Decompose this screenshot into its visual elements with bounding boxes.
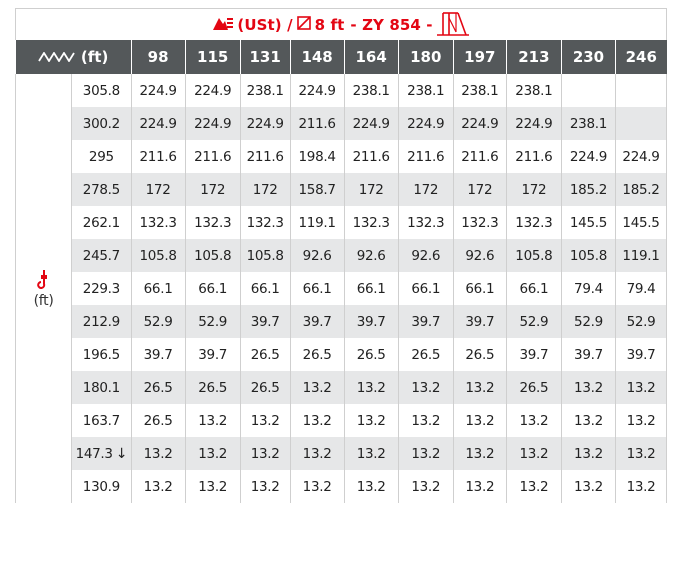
column-header: 115 bbox=[185, 40, 240, 74]
load-value: 79.4 bbox=[561, 272, 615, 305]
title-model: - ZY 854 - bbox=[350, 15, 433, 34]
load-value: 132.3 bbox=[506, 206, 561, 239]
height-value: 295 bbox=[88, 148, 114, 165]
load-value: 132.3 bbox=[398, 206, 453, 239]
load-value: 92.6 bbox=[344, 239, 398, 272]
height-cell bbox=[72, 173, 131, 206]
height-value: 229.3 bbox=[82, 280, 120, 297]
height-value: 300.2 bbox=[82, 115, 120, 132]
load-value: 119.1 bbox=[290, 206, 344, 239]
load-value: 13.2 bbox=[240, 470, 290, 503]
load-value: 105.8 bbox=[561, 239, 615, 272]
load-value: 238.1 bbox=[398, 74, 453, 107]
column-header: 180 bbox=[398, 40, 453, 74]
load-value: 224.9 bbox=[453, 107, 506, 140]
load-value: 224.9 bbox=[344, 107, 398, 140]
load-value: 211.6 bbox=[240, 140, 290, 173]
table-row bbox=[16, 173, 667, 206]
load-value: 52.9 bbox=[616, 305, 667, 338]
load-value: 13.2 bbox=[616, 371, 667, 404]
load-value: 145.5 bbox=[561, 206, 615, 239]
load-value: 39.7 bbox=[185, 338, 240, 371]
height-cell bbox=[72, 338, 131, 371]
load-value: 119.1 bbox=[616, 239, 667, 272]
load-value: 13.2 bbox=[398, 404, 453, 437]
load-value: 13.2 bbox=[344, 404, 398, 437]
load-value: 238.1 bbox=[240, 74, 290, 107]
load-value: 224.9 bbox=[185, 107, 240, 140]
load-value: 132.3 bbox=[344, 206, 398, 239]
load-value: 172 bbox=[131, 173, 185, 206]
load-value: 13.2 bbox=[131, 437, 185, 470]
column-header: 164 bbox=[344, 40, 398, 74]
load-value: 26.5 bbox=[131, 371, 185, 404]
load-value: 145.5 bbox=[616, 206, 667, 239]
load-value: 39.7 bbox=[398, 305, 453, 338]
height-value: 212.9 bbox=[82, 313, 120, 330]
table-row bbox=[16, 107, 667, 140]
header-row bbox=[16, 40, 667, 74]
load-value: 185.2 bbox=[616, 173, 667, 206]
load-value: 13.2 bbox=[185, 470, 240, 503]
load-value: 211.6 bbox=[131, 140, 185, 173]
load-value: 211.6 bbox=[506, 140, 561, 173]
load-value: 13.2 bbox=[290, 470, 344, 503]
load-value: 185.2 bbox=[561, 173, 615, 206]
height-cell bbox=[72, 437, 131, 470]
radius-icon bbox=[38, 48, 76, 66]
table-row bbox=[16, 404, 667, 437]
height-value: 262.1 bbox=[82, 214, 120, 231]
load-value: 13.2 bbox=[185, 404, 240, 437]
load-value: 158.7 bbox=[290, 173, 344, 206]
load-value: 26.5 bbox=[131, 404, 185, 437]
load-value: 52.9 bbox=[131, 305, 185, 338]
load-value: 13.2 bbox=[344, 437, 398, 470]
height-value: 163.7 bbox=[82, 412, 120, 429]
radius-unit: (ft) bbox=[80, 47, 109, 66]
load-value: 26.5 bbox=[344, 338, 398, 371]
hook-height-unit: (ft) bbox=[33, 292, 54, 309]
load-value: 39.7 bbox=[506, 338, 561, 371]
load-value: 13.2 bbox=[561, 470, 615, 503]
load-value bbox=[616, 107, 667, 140]
title-unit: (USt) / bbox=[237, 15, 293, 34]
load-value: 105.8 bbox=[131, 239, 185, 272]
load-value: 224.9 bbox=[506, 107, 561, 140]
table-row bbox=[16, 272, 667, 305]
load-value: 13.2 bbox=[344, 470, 398, 503]
load-value: 224.9 bbox=[240, 107, 290, 140]
load-value: 13.2 bbox=[453, 437, 506, 470]
table-row bbox=[16, 338, 667, 371]
load-value: 13.2 bbox=[453, 470, 506, 503]
load-value: 26.5 bbox=[240, 371, 290, 404]
table-row bbox=[16, 239, 667, 272]
height-value: 305.8 bbox=[82, 82, 120, 99]
table-row bbox=[16, 74, 667, 107]
height-cell bbox=[72, 239, 131, 272]
load-value: 132.3 bbox=[240, 206, 290, 239]
load-value: 13.2 bbox=[398, 371, 453, 404]
load-value: 52.9 bbox=[561, 305, 615, 338]
load-value: 211.6 bbox=[185, 140, 240, 173]
radius-header bbox=[16, 40, 132, 74]
load-value: 211.6 bbox=[290, 107, 344, 140]
load-value: 39.7 bbox=[290, 305, 344, 338]
table-body bbox=[16, 74, 667, 503]
load-value: 92.6 bbox=[398, 239, 453, 272]
load-value bbox=[561, 74, 615, 107]
height-cell bbox=[72, 74, 131, 107]
load-value: 66.1 bbox=[506, 272, 561, 305]
load-value: 66.1 bbox=[290, 272, 344, 305]
load-value: 13.2 bbox=[561, 371, 615, 404]
load-value: 39.7 bbox=[131, 338, 185, 371]
height-value: 196.5 bbox=[82, 346, 120, 363]
column-header: 148 bbox=[290, 40, 344, 74]
column-header: 131 bbox=[240, 40, 290, 74]
load-value: 224.9 bbox=[131, 74, 185, 107]
height-cell bbox=[72, 107, 131, 140]
height-value: 245.7 bbox=[82, 247, 120, 264]
load-value: 224.9 bbox=[398, 107, 453, 140]
height-cell bbox=[72, 470, 131, 503]
load-value: 13.2 bbox=[240, 404, 290, 437]
load-value: 13.2 bbox=[616, 470, 667, 503]
load-value: 198.4 bbox=[290, 140, 344, 173]
load-value: 52.9 bbox=[185, 305, 240, 338]
height-cell bbox=[72, 371, 131, 404]
load-value: 79.4 bbox=[616, 272, 667, 305]
table-row bbox=[16, 437, 667, 470]
height-value: 147.3 bbox=[75, 445, 113, 462]
load-value: 132.3 bbox=[185, 206, 240, 239]
column-header: 230 bbox=[561, 40, 615, 74]
load-value: 13.2 bbox=[344, 371, 398, 404]
load-value: 13.2 bbox=[290, 437, 344, 470]
load-value: 26.5 bbox=[290, 338, 344, 371]
load-value: 172 bbox=[240, 173, 290, 206]
load-value: 39.7 bbox=[453, 305, 506, 338]
load-value: 13.2 bbox=[185, 437, 240, 470]
load-value: 13.2 bbox=[290, 371, 344, 404]
load-value: 39.7 bbox=[240, 305, 290, 338]
load-value: 13.2 bbox=[453, 371, 506, 404]
load-value: 13.2 bbox=[453, 404, 506, 437]
load-value: 13.2 bbox=[561, 437, 615, 470]
table-row bbox=[16, 140, 667, 173]
height-value: 278.5 bbox=[82, 181, 120, 198]
load-value: 92.6 bbox=[453, 239, 506, 272]
load-value: 13.2 bbox=[506, 470, 561, 503]
height-cell bbox=[72, 404, 131, 437]
table-row bbox=[16, 470, 667, 503]
load-value: 105.8 bbox=[506, 239, 561, 272]
load-value: 13.2 bbox=[290, 404, 344, 437]
load-weight-icon bbox=[212, 15, 234, 35]
load-value: 224.9 bbox=[290, 74, 344, 107]
load-value: 66.1 bbox=[185, 272, 240, 305]
load-value: 13.2 bbox=[561, 404, 615, 437]
chart-title bbox=[15, 8, 667, 40]
load-value: 39.7 bbox=[616, 338, 667, 371]
load-value: 13.2 bbox=[398, 437, 453, 470]
load-value: 26.5 bbox=[398, 338, 453, 371]
load-value: 172 bbox=[185, 173, 240, 206]
hook-height-cell bbox=[16, 74, 72, 503]
load-value: 66.1 bbox=[398, 272, 453, 305]
load-value: 66.1 bbox=[453, 272, 506, 305]
title-counterweight: 8 ft bbox=[314, 15, 345, 34]
jib-icon bbox=[436, 10, 470, 40]
load-value: 13.2 bbox=[616, 404, 667, 437]
load-value: 105.8 bbox=[240, 239, 290, 272]
height-value: 180.1 bbox=[82, 379, 120, 396]
load-value: 26.5 bbox=[240, 338, 290, 371]
column-header: 98 bbox=[131, 40, 185, 74]
load-value: 172 bbox=[398, 173, 453, 206]
load-value: 26.5 bbox=[506, 371, 561, 404]
load-value: 132.3 bbox=[453, 206, 506, 239]
height-cell bbox=[72, 206, 131, 239]
load-value: 66.1 bbox=[344, 272, 398, 305]
load-value: 13.2 bbox=[616, 437, 667, 470]
column-header: 246 bbox=[616, 40, 667, 74]
load-value: 238.1 bbox=[506, 74, 561, 107]
height-cell bbox=[72, 140, 131, 173]
load-value: 13.2 bbox=[398, 470, 453, 503]
load-value: 39.7 bbox=[344, 305, 398, 338]
hook-height-icon bbox=[37, 269, 51, 293]
load-value: 224.9 bbox=[616, 140, 667, 173]
column-header: 197 bbox=[453, 40, 506, 74]
load-value: 66.1 bbox=[240, 272, 290, 305]
load-value: 238.1 bbox=[561, 107, 615, 140]
load-value: 66.1 bbox=[131, 272, 185, 305]
load-value: 211.6 bbox=[344, 140, 398, 173]
arrow-down-icon: ↓ bbox=[115, 445, 128, 462]
load-value: 13.2 bbox=[131, 470, 185, 503]
table-row bbox=[16, 206, 667, 239]
load-value: 13.2 bbox=[506, 437, 561, 470]
table-row bbox=[16, 371, 667, 404]
load-value: 26.5 bbox=[453, 338, 506, 371]
load-value: 238.1 bbox=[344, 74, 398, 107]
height-cell bbox=[72, 305, 131, 338]
load-value: 105.8 bbox=[185, 239, 240, 272]
load-value: 13.2 bbox=[506, 404, 561, 437]
load-value: 224.9 bbox=[131, 107, 185, 140]
height-cell bbox=[72, 272, 131, 305]
load-value: 172 bbox=[506, 173, 561, 206]
load-value: 172 bbox=[453, 173, 506, 206]
load-value: 224.9 bbox=[185, 74, 240, 107]
load-value bbox=[616, 74, 667, 107]
height-value: 130.9 bbox=[82, 478, 120, 495]
table-row bbox=[16, 305, 667, 338]
load-value: 26.5 bbox=[185, 371, 240, 404]
load-value: 224.9 bbox=[561, 140, 615, 173]
load-value: 211.6 bbox=[453, 140, 506, 173]
load-value: 172 bbox=[344, 173, 398, 206]
load-table bbox=[15, 40, 667, 503]
counterweight-icon bbox=[296, 15, 312, 35]
load-value: 211.6 bbox=[398, 140, 453, 173]
load-value: 92.6 bbox=[290, 239, 344, 272]
load-value: 13.2 bbox=[240, 437, 290, 470]
load-value: 39.7 bbox=[561, 338, 615, 371]
load-value: 52.9 bbox=[506, 305, 561, 338]
load-value: 132.3 bbox=[131, 206, 185, 239]
load-value: 238.1 bbox=[453, 74, 506, 107]
column-header: 213 bbox=[506, 40, 561, 74]
